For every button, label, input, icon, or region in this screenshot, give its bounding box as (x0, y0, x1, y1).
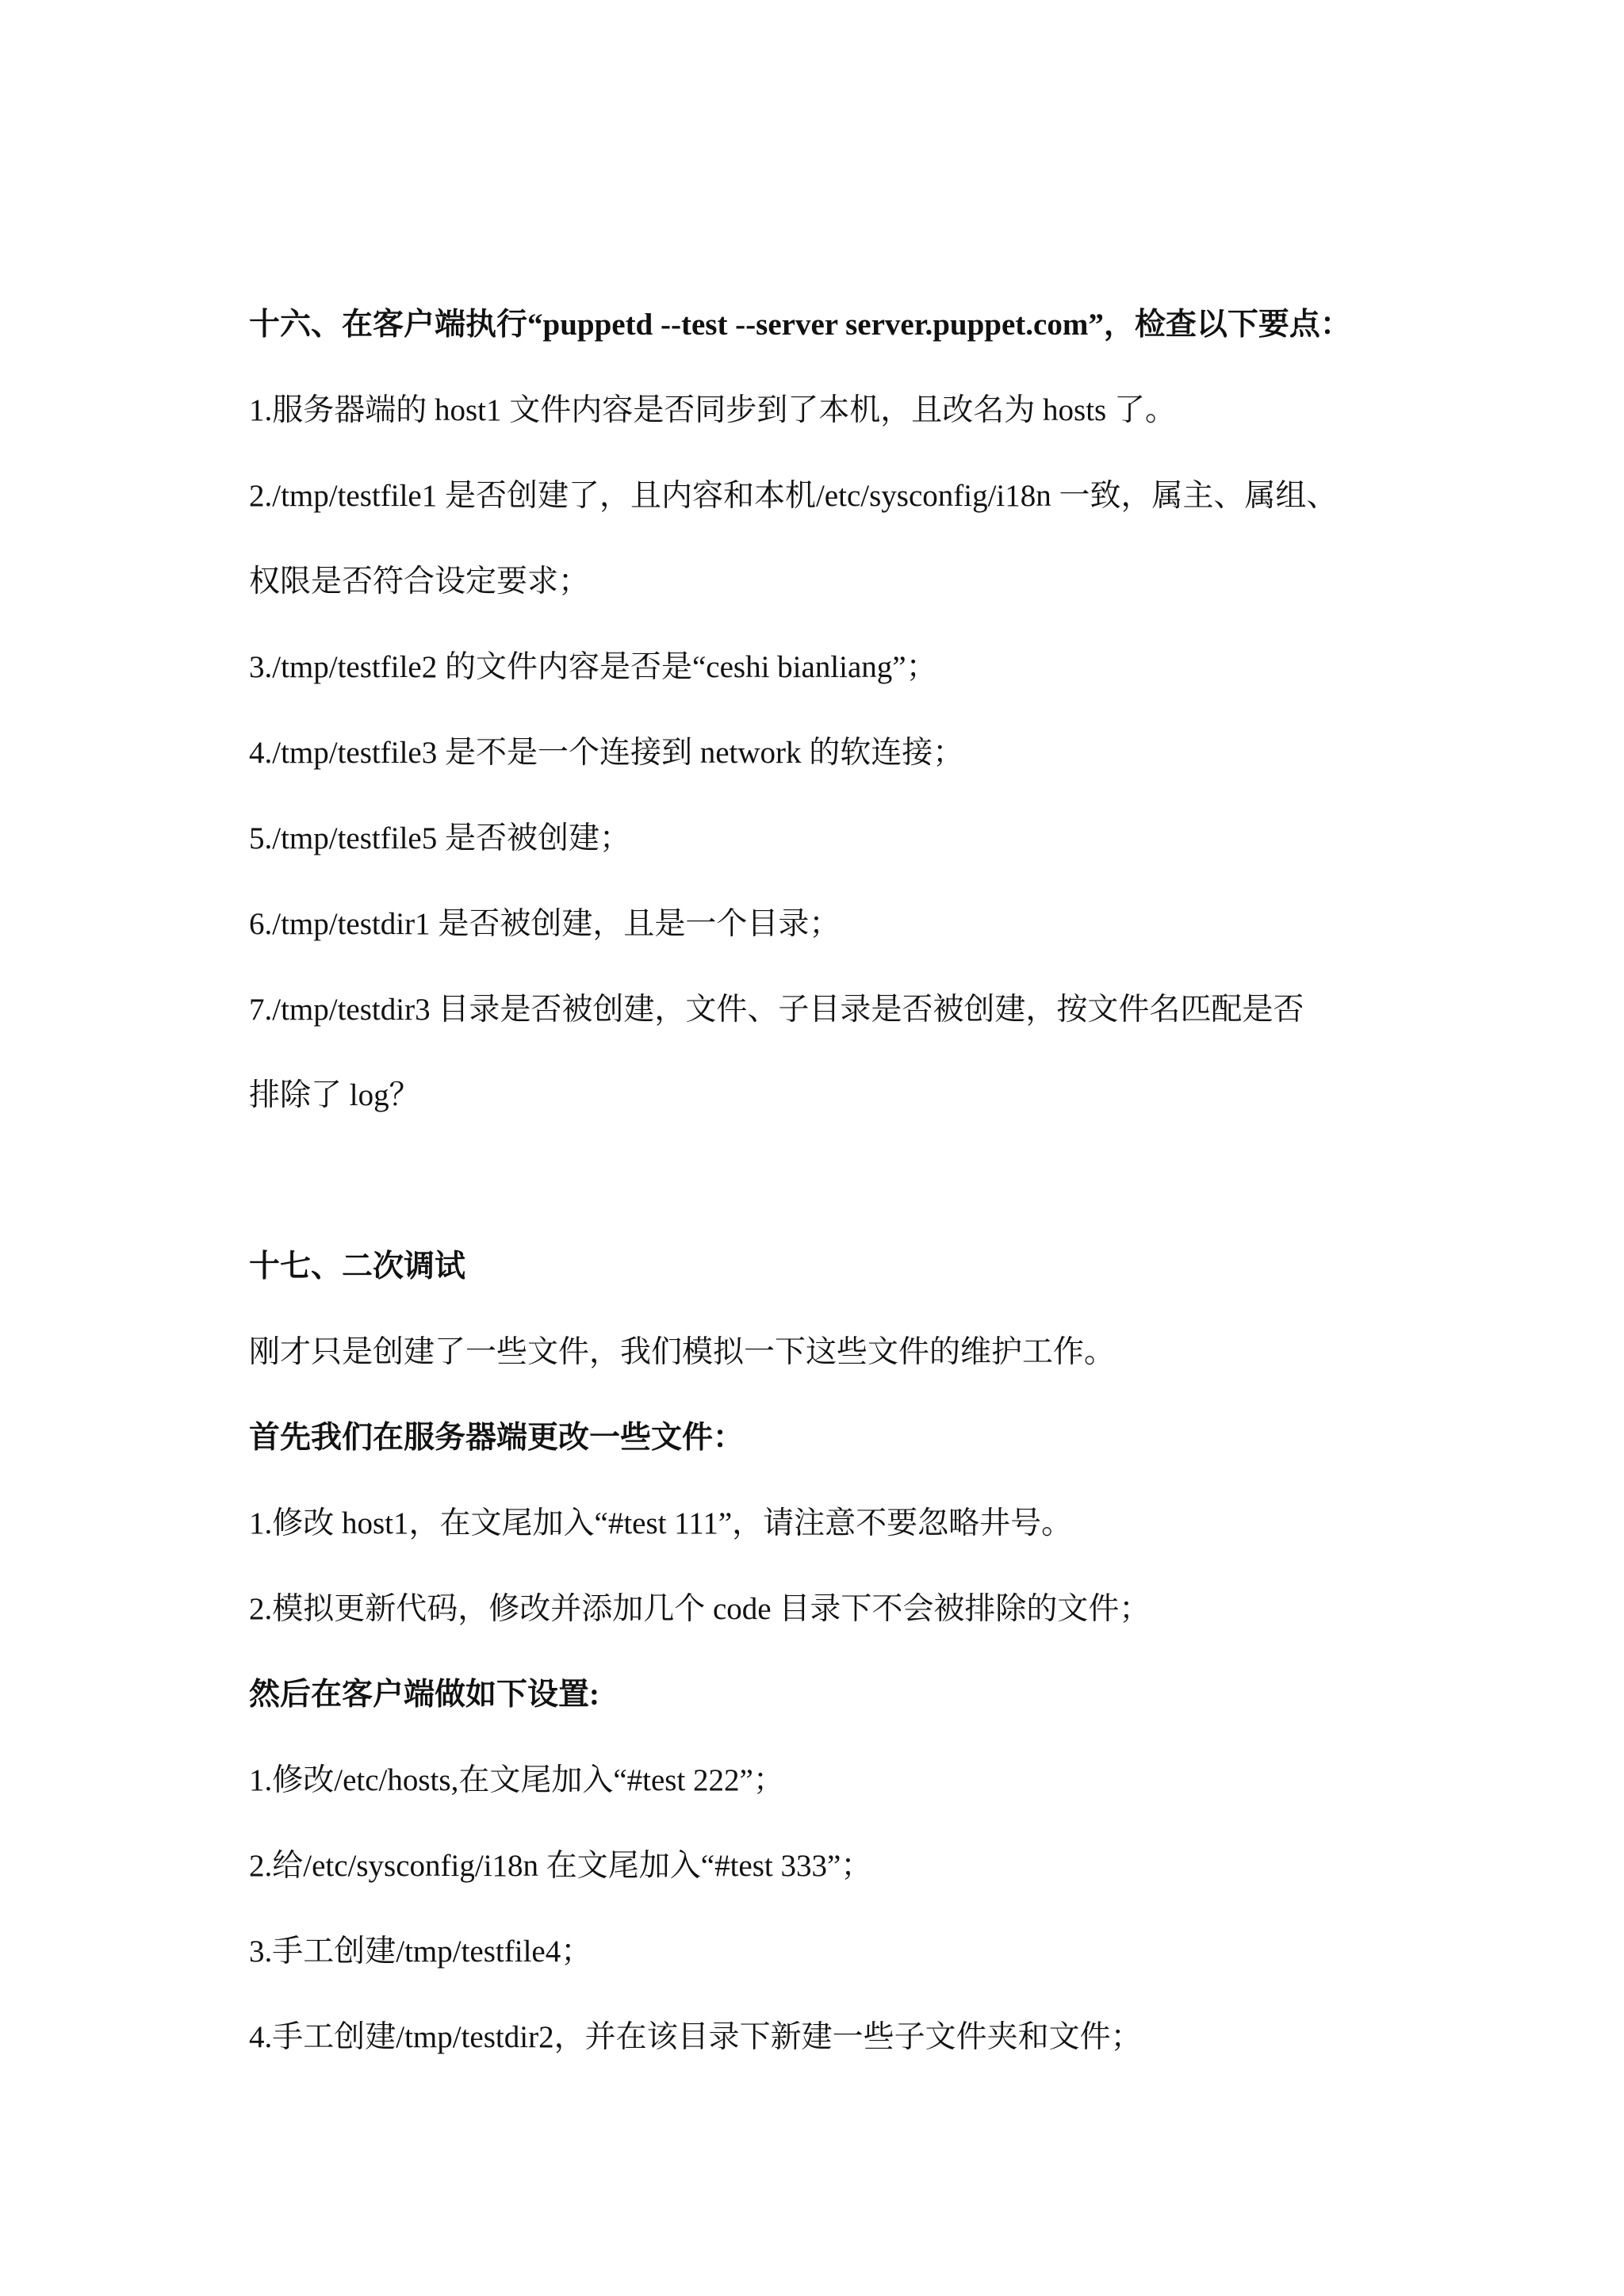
section-16-item-4: 4./tmp/testfile3 是不是一个连接到 network 的软连接； (249, 736, 964, 770)
section-16-item-5: 5./tmp/testfile5 是否被创建； (249, 821, 630, 855)
section-17-intro: 刚才只是创建了一些文件，我们模拟一下这些文件的维护工作。 (249, 1335, 1116, 1369)
section-17-heading: 十七、二次调试 (249, 1249, 466, 1284)
server-item-1: 1.修改 host1，在文尾加入“#test 111”，请注意不要忽略井号。 (249, 1506, 1073, 1540)
section-16-item-2-continued: 权限是否符合设定要求； (249, 564, 590, 599)
server-changes-heading: 首先我们在服务器端更改一些文件： (249, 1421, 745, 1455)
client-item-3: 3.手工创建/tmp/testfile4； (249, 1934, 592, 1969)
section-16-item-6: 6./tmp/testdir1 是否被创建，且是一个目录； (249, 907, 841, 941)
section-16-item-3: 3./tmp/testfile2 的文件内容是否是“ceshi bianliang”； (249, 650, 937, 684)
server-item-2: 2.模拟更新代码，修改并添加几个 code 目录下不会被排除的文件； (249, 1592, 1151, 1626)
section-16-heading: 十六、在客户端执行“puppetd --test --server server.puppet.com”，检查以下要点： (249, 308, 1351, 342)
client-item-1: 1.修改/etc/hosts,在文尾加入“#test 222”； (249, 1763, 784, 1797)
client-item-4: 4.手工创建/tmp/testdir2，并在该目录下新建一些子文件夹和文件； (249, 2020, 1142, 2054)
section-16-item-2: 2./tmp/testfile1 是否创建了，且内容和本机/etc/sysconfig/i18n 一致，属主、属组、 (249, 479, 1338, 513)
section-16-item-1: 1.服务器端的 host1 文件内容是否同步到了本机，且改名为 hosts 了。 (249, 393, 1176, 427)
client-settings-heading: 然后在客户端做如下设置: (249, 1678, 599, 1712)
section-16-item-7: 7./tmp/testdir3 目录是否被创建，文件、子目录是否被创建，按文件名匹配是否 (249, 993, 1304, 1027)
client-item-2: 2.给/etc/sysconfig/i18n 在文尾加入“#test 333”； (249, 1849, 872, 1883)
section-16-item-7-continued: 排除了 log？ (249, 1078, 420, 1112)
